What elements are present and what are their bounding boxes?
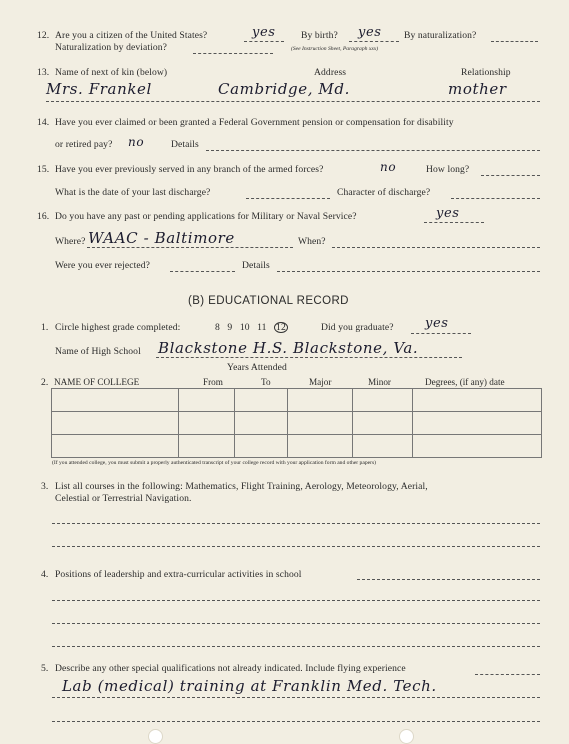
q15-character-label: Character of discharge? (337, 187, 431, 198)
q13-label: Name of next of kin (below) (55, 67, 168, 78)
college-degrees-cell[interactable] (413, 412, 542, 435)
b4-number: 4. (41, 569, 49, 580)
q12-naturalization-line (491, 41, 538, 42)
college-from-cell[interactable] (179, 389, 235, 412)
q12-number: 12. (37, 30, 50, 41)
college-minor-cell[interactable] (353, 389, 413, 412)
college-from-cell[interactable] (179, 435, 235, 458)
q12-birth-line (349, 41, 399, 42)
q14-details-line (206, 150, 540, 151)
q12-naturalization-label: By naturalization? (404, 30, 477, 41)
q16-where-label: Where? (55, 236, 86, 247)
grade-option-8[interactable]: 8 (215, 322, 220, 333)
q16-where-line (87, 247, 293, 248)
b1-highschool-line (156, 357, 462, 358)
b4-label: Positions of leadership and extra-curricular activities in school (55, 569, 302, 580)
q14-details-label: Details (171, 139, 199, 150)
q15-number: 15. (37, 164, 50, 175)
b1-number: 1. (41, 322, 49, 333)
punch-hole (399, 729, 414, 744)
q13-address-header: Address (314, 67, 347, 78)
q12-instruction-note: (See Instruction Sheet, Paragraph xxx) (291, 46, 379, 52)
q16-answer[interactable]: yes (436, 206, 460, 221)
college-minor-cell[interactable] (353, 412, 413, 435)
b1-graduate-label: Did you graduate? (321, 322, 394, 333)
q13-number: 13. (37, 67, 50, 78)
b2-col-college: NAME OF COLLEGE (54, 377, 140, 387)
b2-col-degrees: Degrees, (if any) date (425, 377, 505, 387)
b2-col-minor: Minor (368, 377, 391, 387)
college-major-cell[interactable] (288, 435, 353, 458)
punch-hole (148, 729, 163, 744)
b5-answer-line (52, 697, 540, 698)
b3-answer-line (52, 523, 540, 524)
b2-years-attended-label: Years Attended (227, 362, 287, 373)
table-row (52, 412, 542, 435)
q16-when-label: When? (298, 236, 326, 247)
college-table (51, 388, 542, 458)
q12-citizen-label: Are you a citizen of the United States? (55, 30, 208, 41)
q12-birth-label: By birth? (301, 30, 338, 41)
college-major-cell[interactable] (288, 412, 353, 435)
college-to-cell[interactable] (235, 435, 288, 458)
q16-when-line (332, 247, 540, 248)
b2-transcript-note: (If you attended college, you must submit a properly authenticated transcript of your college record with your application form and other papers) (52, 460, 377, 466)
college-name-cell[interactable] (52, 412, 179, 435)
q16-rejected-line (170, 271, 235, 272)
q12-deviation-line (193, 53, 273, 54)
q16-rejected-label: Were you ever rejected? (55, 260, 151, 271)
b3-number: 3. (41, 481, 49, 492)
q15-character-line (451, 198, 540, 199)
b4-answer-line (52, 623, 540, 624)
table-row (52, 435, 542, 458)
q13-address-answer[interactable]: Cambridge, Md. (218, 80, 350, 98)
b1-grade-label: Circle highest grade completed: (55, 322, 181, 333)
q12-citizen-line (244, 41, 284, 42)
b1-grade-options[interactable] (215, 322, 288, 333)
b5-answer[interactable]: Lab (medical) training at Franklin Med. Tech. (62, 677, 437, 695)
q15-discharge-date-line (246, 198, 330, 199)
q15-how-long-label: How long? (426, 164, 470, 175)
q12-citizen-answer[interactable]: yes (252, 25, 276, 40)
b4-answer-line (52, 646, 540, 647)
b4-answer-line (52, 600, 540, 601)
q16-details-line (277, 271, 540, 272)
b5-label: Describe any other special qualifications not already indicated. Include flying experience (55, 663, 406, 674)
b5-answer-line (475, 674, 540, 675)
b2-number: 2. (41, 377, 49, 388)
b5-answer-line (52, 721, 540, 722)
q16-number: 16. (37, 211, 50, 222)
section-b-title: (B) EDUCATIONAL RECORD (188, 295, 349, 307)
college-to-cell[interactable] (235, 389, 288, 412)
q15-discharge-date-label: What is the date of your last discharge? (55, 187, 211, 198)
q15-served-label: Have you ever previously served in any branch of the armed forces? (55, 164, 324, 175)
college-to-cell[interactable] (235, 412, 288, 435)
college-from-cell[interactable] (179, 412, 235, 435)
b5-number: 5. (41, 663, 49, 674)
q15-answer[interactable]: no (380, 160, 397, 174)
b2-col-from: From (203, 377, 223, 387)
q15-how-long-line (481, 175, 540, 176)
q12-deviation-label: Naturalization by deviation? (55, 42, 168, 53)
q16-applications-line (424, 222, 484, 223)
b1-highschool-label: Name of High School (55, 346, 141, 357)
b3-line1: List all courses in the following: Mathematics, Flight Training, Aerology, Meteorology, Aerial, (55, 481, 428, 492)
q13-name-answer[interactable]: Mrs. Frankel (46, 80, 152, 98)
q13-relationship-header: Relationship (461, 67, 511, 78)
q14-number: 14. (37, 117, 50, 128)
table-row (52, 389, 542, 412)
college-major-cell[interactable] (288, 389, 353, 412)
b1-highschool-answer[interactable]: Blackstone H.S. Blackstone, Va. (158, 339, 419, 357)
q16-details-label: Details (242, 260, 270, 271)
q12-birth-answer[interactable]: yes (358, 25, 382, 40)
b2-col-major: Major (309, 377, 332, 387)
college-name-cell[interactable] (52, 389, 179, 412)
q16-where-answer[interactable]: WAAC - Baltimore (88, 229, 235, 247)
grade-option-10[interactable]: 10 (239, 322, 250, 333)
b1-graduate-answer[interactable]: yes (425, 316, 449, 331)
b3-answer-line (52, 546, 540, 547)
q13-relationship-answer[interactable]: mother (448, 80, 507, 98)
b4-answer-line (357, 579, 540, 580)
q16-applications-label: Do you have any past or pending applications for Military or Naval Service? (55, 211, 357, 222)
college-minor-cell[interactable] (353, 435, 413, 458)
grade-option-12-circled[interactable]: 12 (276, 322, 286, 333)
b3-line2: Celestial or Terrestrial Navigation. (55, 493, 192, 504)
college-degrees-cell[interactable] (413, 435, 542, 458)
college-name-cell[interactable] (52, 435, 179, 458)
q14-line1: Have you ever claimed or been granted a Federal Government pension or compensation for disability (55, 117, 454, 128)
college-degrees-cell[interactable] (413, 389, 542, 412)
grade-option-9[interactable]: 9 (227, 322, 233, 333)
q14-retired-label: or retired pay? (55, 139, 113, 150)
b1-graduate-line (411, 333, 471, 334)
grade-option-11[interactable]: 11 (257, 322, 267, 333)
b2-col-to: To (261, 377, 271, 387)
q13-answer-line (46, 101, 540, 102)
q14-answer[interactable]: no (128, 135, 145, 149)
